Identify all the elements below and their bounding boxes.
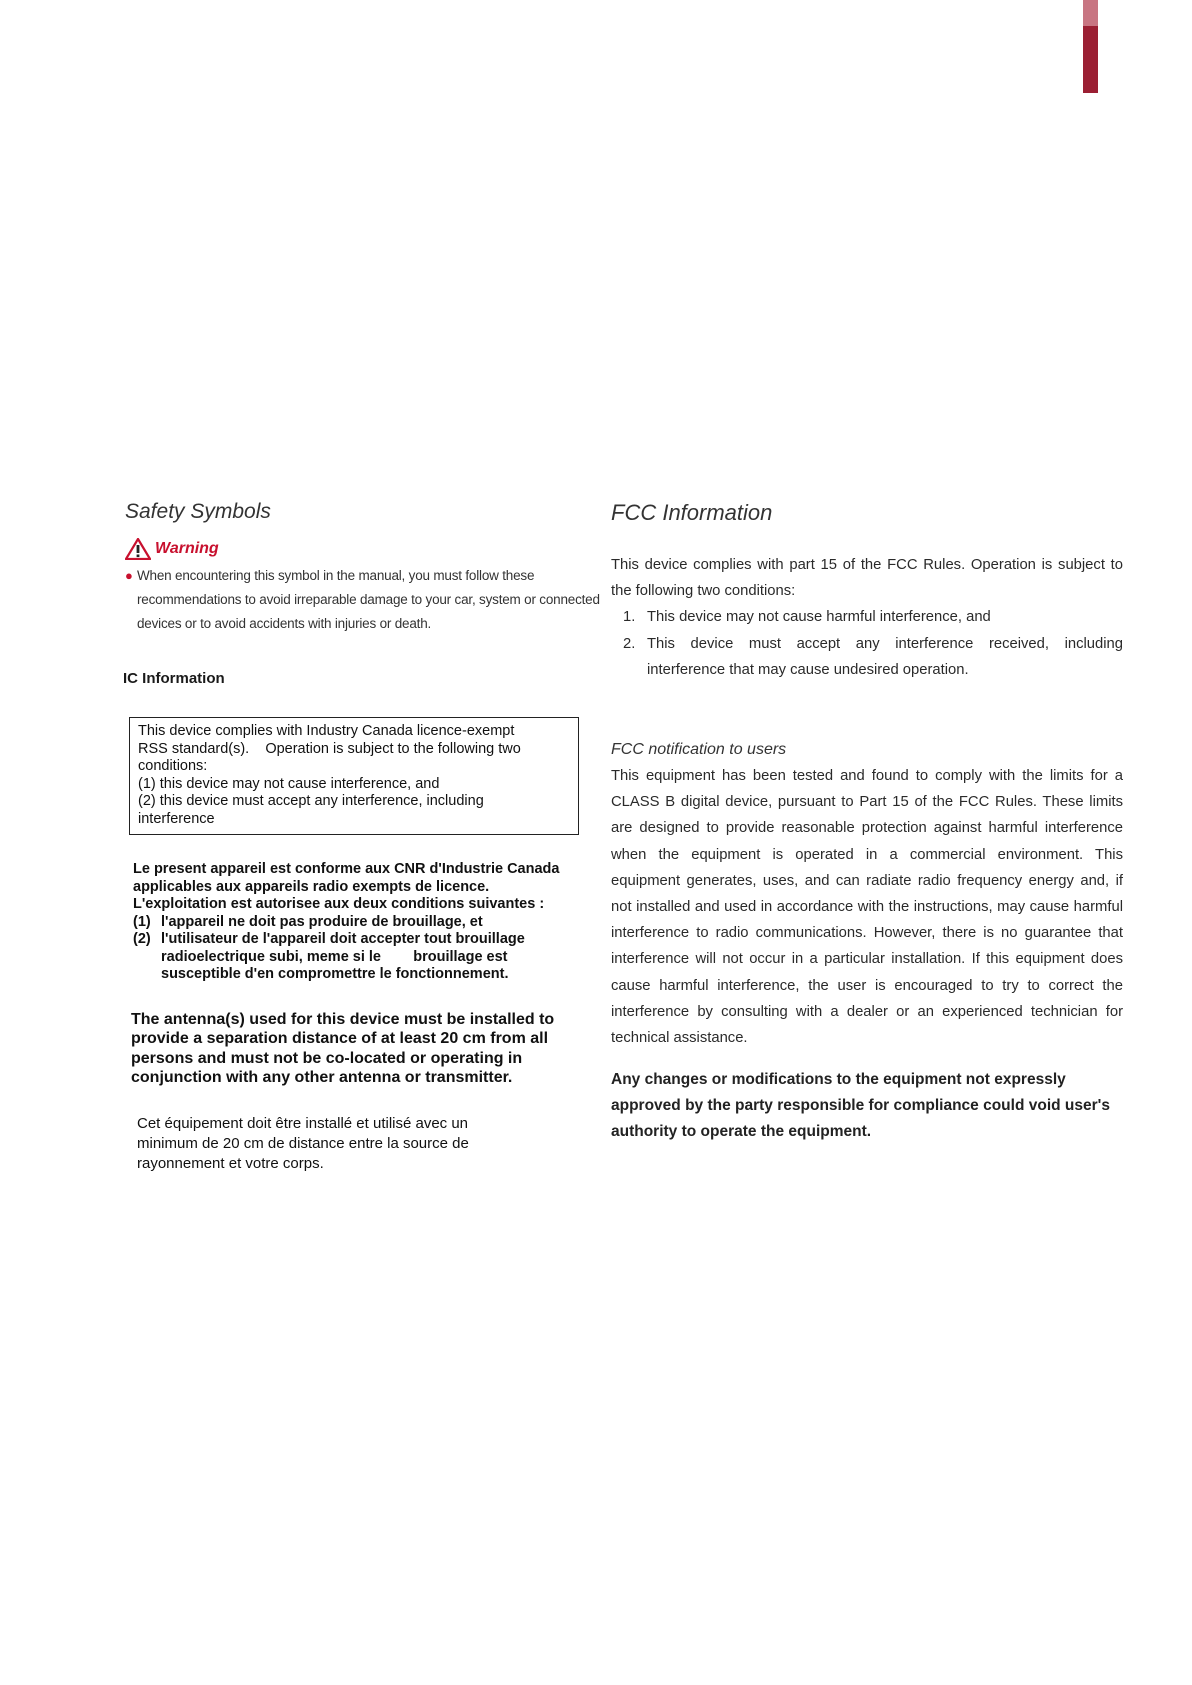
antenna-statement: The antenna(s) used for this device must be installed to provide a separation distance of at least 20 cm from all persons and must not be co-located or operating in conjunction with any other antenna or transmitter. <box>131 1010 555 1086</box>
fr-line: applicables aux appareils radio exempts de licence. <box>133 878 490 895</box>
fcc-condition <box>611 631 1123 683</box>
left-column <box>125 500 600 1174</box>
fcc-conditions-list <box>611 604 1123 683</box>
fcc-intro: This device complies with part 15 of the FCC Rules. Operation is subject to the following two conditions: <box>611 557 1123 600</box>
fr-line: susceptible d'en compromettre le fonctionnement. <box>161 966 509 982</box>
fr-condition-text: l'appareil ne doit pas produire de brouillage, et <box>161 913 483 930</box>
fcc-information-heading: FCC Information <box>611 500 773 525</box>
fr-line: radioelectrique subi, meme si le brouillage est <box>161 948 508 965</box>
fr-condition-number: (2) <box>133 931 151 947</box>
ic-line: RSS standard(s). Operation is subject to the following two <box>138 740 521 757</box>
warning-label: Warning <box>155 540 219 557</box>
ic-information-heading: IC Information <box>123 670 225 687</box>
page-tab-marker <box>1083 26 1098 93</box>
ic-line: (1) this device may not cause interference, and <box>138 775 440 792</box>
warning-header <box>125 538 600 560</box>
ic-line: (2) this device must accept any interference, including <box>138 793 484 809</box>
ic-statement-box <box>129 717 579 835</box>
fcc-condition-number: 1. <box>623 609 636 626</box>
fr-condition-number: (1) <box>133 913 151 930</box>
ic-line: interference <box>138 810 215 827</box>
ic-french-statement <box>133 861 600 984</box>
cet-line: minimum de 20 cm de distance entre la source de <box>137 1134 469 1152</box>
french-exposure-statement <box>137 1114 600 1174</box>
fr-line: L'exploitation est autorisee aux deux conditions suivantes : <box>133 896 545 912</box>
warning-triangle-icon <box>125 538 151 560</box>
fcc-notification-body: This equipment has been tested and found to comply with the limits for a CLASS B digital device, pursuant to Part 15 of the FCC Rules. These limits are designed to provide reasonable protection against harmful interference when the equipment is operated in a commercial environment. This equipment generates, uses, and can radiate radio frequency energy and, if not installed and used in accordance with the instructions, may cause harmful interference to radio communications. However, there is no guarantee that interference will not occur in a particular installation. If this equipment does cause harmful interference, the user is encouraged to try to correct the interference by consulting with a dealer or an experienced technician for technical assistance. <box>611 768 1123 1047</box>
fcc-notification-heading: FCC notification to users <box>611 741 787 759</box>
fr-condition <box>133 931 600 949</box>
fcc-condition-text: This device must accept any interference received, including interference that may cause undesired operation. <box>647 635 1123 678</box>
fcc-condition <box>611 604 1123 630</box>
fcc-condition-text: This device may not cause harmful interference, and <box>647 609 991 626</box>
right-column <box>611 500 1123 1145</box>
fr-line: Le present appareil est conforme aux CNR d'Industrie Canada <box>133 861 560 877</box>
bullet-icon: ● <box>125 568 133 583</box>
cet-line: rayonnement et votre corps. <box>137 1154 324 1172</box>
cet-line: Cet équipement doit être installé et utilisé avec un <box>137 1114 469 1132</box>
ic-line: conditions: <box>138 758 208 774</box>
safety-symbols-heading: Safety Symbols <box>125 500 271 523</box>
fcc-changes-warning: Any changes or modifications to the equipment not expressly approved by the party responsible for compliance could void user's authority to operate the equipment. <box>611 1071 1110 1141</box>
fr-condition-text: l'utilisateur de l'appareil doit accepter tout brouillage <box>161 931 525 947</box>
warning-text: When encountering this symbol in the manual, you must follow these recommendations to avoid irreparable damage to your car, system or connected devices or to avoid accidents with injuries or death. <box>137 568 600 631</box>
fr-condition <box>133 914 600 932</box>
ic-line: This device complies with Industry Canada licence-exempt <box>138 723 515 739</box>
page-tab-marker-light <box>1083 0 1098 26</box>
fcc-condition-number: 2. <box>623 635 636 652</box>
warning-bullet <box>125 564 600 636</box>
